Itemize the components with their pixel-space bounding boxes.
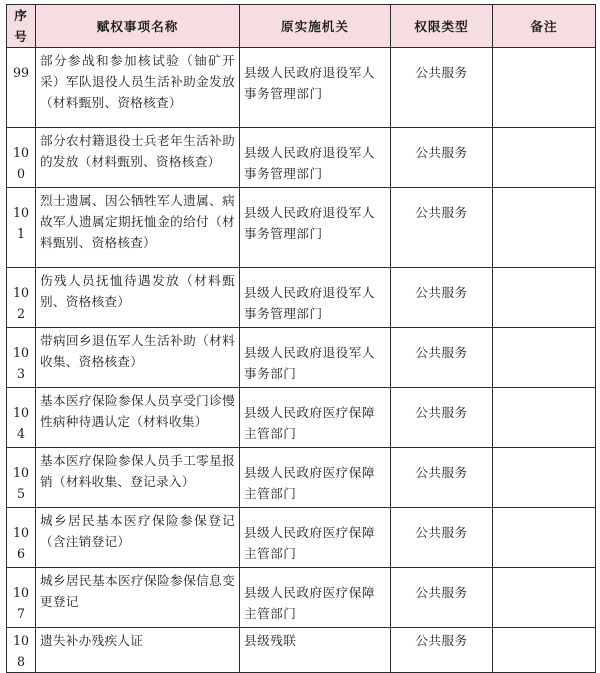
note-cell xyxy=(493,268,596,328)
item-name-cell: 烈士遗属、因公牺牲军人遗属、病故军人遗属定期抚恤金的给付（材料甄别、资格核查） xyxy=(36,188,240,268)
item-name-cell: 遗失补办残疾人证 xyxy=(36,628,240,673)
authority-type-cell: 公共服务 xyxy=(391,328,493,388)
authority-type-cell: 公共服务 xyxy=(391,568,493,628)
note-cell xyxy=(493,128,596,188)
table-row xyxy=(7,268,596,328)
note-cell xyxy=(493,448,596,508)
note-cell xyxy=(493,48,596,128)
header-note: 备注 xyxy=(493,5,596,48)
original-org-cell: 县级人民政府退役军人事务部门 xyxy=(240,328,391,388)
table-row xyxy=(7,448,596,508)
header-row xyxy=(7,5,596,48)
note-cell xyxy=(493,328,596,388)
row-number-cell: 104 xyxy=(7,388,36,448)
original-org-cell: 县级人民政府医疗保障主管部门 xyxy=(240,508,391,568)
table-row xyxy=(7,328,596,388)
item-name-cell: 城乡居民基本医疗保险参保登记（含注销登记） xyxy=(36,508,240,568)
header-item-name: 赋权事项名称 xyxy=(36,5,240,48)
item-name-cell: 伤残人员抚恤待遇发放（材料甄别、资格核查） xyxy=(36,268,240,328)
authority-type-cell: 公共服务 xyxy=(391,128,493,188)
item-name-cell: 带病回乡退伍军人生活补助（材料收集、资格核查） xyxy=(36,328,240,388)
authority-type-cell: 公共服务 xyxy=(391,388,493,448)
row-number-cell: 105 xyxy=(7,448,36,508)
original-org-cell: 县级人民政府退役军人事务管理部门 xyxy=(240,128,391,188)
row-number-cell: 108 xyxy=(7,628,36,673)
authority-type-cell: 公共服务 xyxy=(391,268,493,328)
original-org-cell: 县级人民政府医疗保障主管部门 xyxy=(240,448,391,508)
header-original-org: 原实施机关 xyxy=(240,5,391,48)
table-row xyxy=(7,128,596,188)
original-org-cell: 县级人民政府退役军人事务管理部门 xyxy=(240,268,391,328)
original-org-cell: 县级人民政府医疗保障主管部门 xyxy=(240,568,391,628)
authority-type-cell: 公共服务 xyxy=(391,448,493,508)
row-number-cell: 107 xyxy=(7,568,36,628)
authority-type-cell: 公共服务 xyxy=(391,48,493,128)
row-number-cell: 100 xyxy=(7,128,36,188)
original-org-cell: 县级残联 xyxy=(240,628,391,673)
table-header xyxy=(7,5,596,48)
item-name-cell: 基本医疗保险参保人员手工零星报销（材料收集、登记录入） xyxy=(36,448,240,508)
table-row xyxy=(7,388,596,448)
row-number-cell: 99 xyxy=(7,48,36,128)
row-number-cell: 101 xyxy=(7,188,36,268)
header-num: 序号 xyxy=(7,5,36,48)
row-number-cell: 106 xyxy=(7,508,36,568)
item-name-cell: 部分农村籍退役士兵老年生活补助的发放（材料甄别、资格核查） xyxy=(36,128,240,188)
item-name-cell: 城乡居民基本医疗保险参保信息变更登记 xyxy=(36,568,240,628)
table-row xyxy=(7,48,596,128)
row-number-cell: 102 xyxy=(7,268,36,328)
note-cell xyxy=(493,388,596,448)
header-authority-type: 权限类型 xyxy=(391,5,493,48)
authority-type-cell: 公共服务 xyxy=(391,508,493,568)
row-number-cell: 103 xyxy=(7,328,36,388)
note-cell xyxy=(493,628,596,673)
table-row xyxy=(7,628,596,673)
authority-type-cell: 公共服务 xyxy=(391,188,493,268)
item-name-cell: 部分参战和参加核试验（铀矿开采）军队退役人员生活补助金发放（材料甄别、资格核查） xyxy=(36,48,240,128)
table-body xyxy=(7,48,596,673)
table-row xyxy=(7,188,596,268)
item-name-cell: 基本医疗保险参保人员享受门诊慢性病种待遇认定（材料收集） xyxy=(36,388,240,448)
authority-type-cell: 公共服务 xyxy=(391,628,493,673)
table-row xyxy=(7,568,596,628)
authority-items-table xyxy=(6,4,596,673)
note-cell xyxy=(493,568,596,628)
original-org-cell: 县级人民政府退役军人事务管理部门 xyxy=(240,48,391,128)
original-org-cell: 县级人民政府医疗保障主管部门 xyxy=(240,388,391,448)
original-org-cell: 县级人民政府退役军人事务管理部门 xyxy=(240,188,391,268)
note-cell xyxy=(493,188,596,268)
